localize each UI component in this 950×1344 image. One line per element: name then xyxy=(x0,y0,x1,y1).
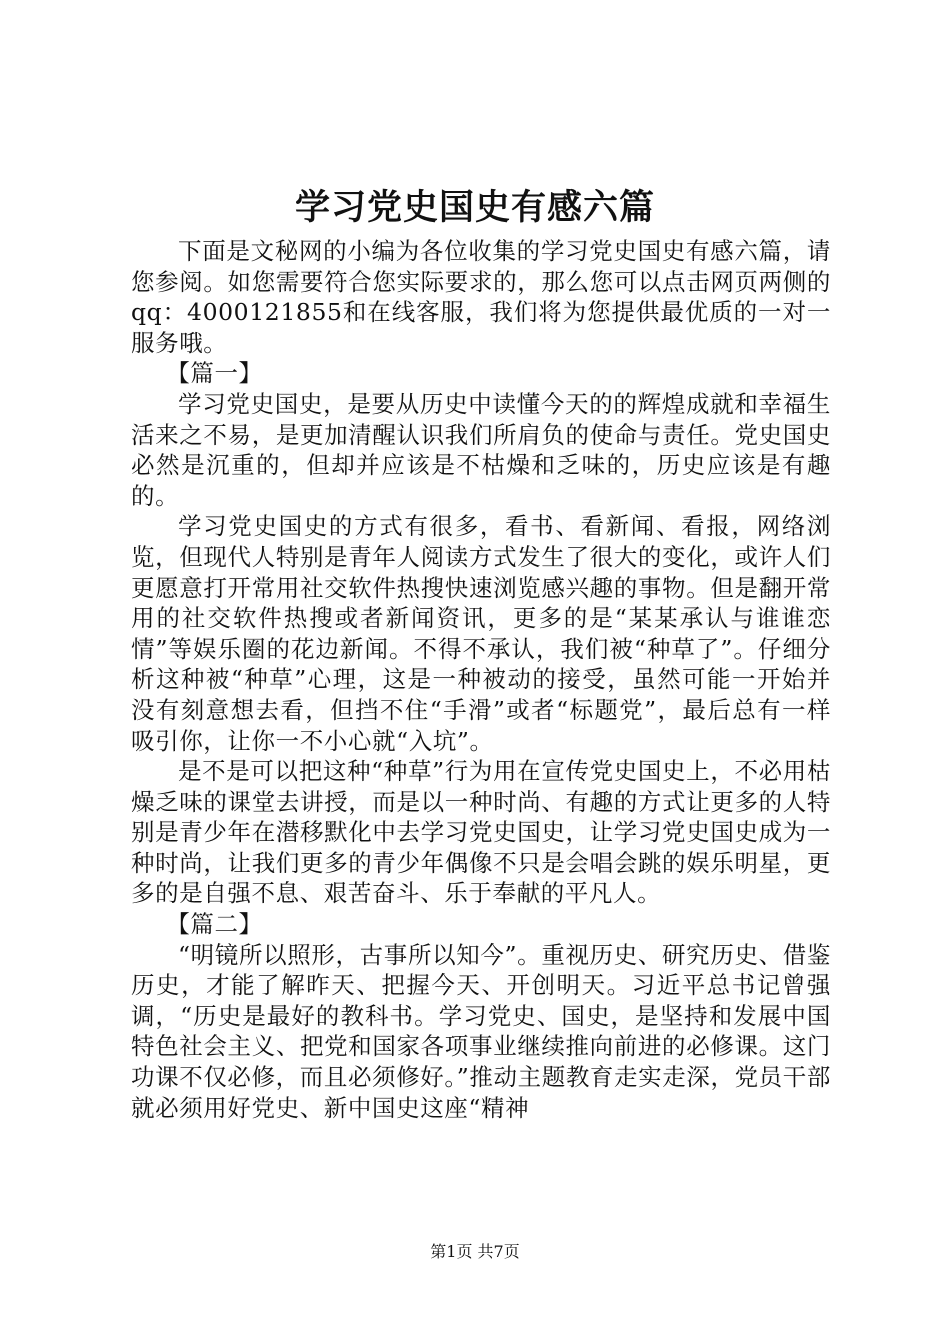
section1-paragraph-1: 学习党史国史，是要从历史中读懂今天的的辉煌成就和幸福生活来之不易，是更加清醒认识我们所肩负的使命与责任。党史国史必然是沉重的，但却并应该是不枯燥和乏味的，历史应该是有趣的。 xyxy=(131,389,831,510)
section1-paragraph-2: 学习党史国史的方式有很多，看书、看新闻、看报，网络浏览，但现代人特别是青年人阅读方式发生了很大的变化，或许人们更愿意打开常用社交软件热搜快速浏览感兴趣的事物。但是翻开常用的社交软件热搜或者新闻资讯，更多的是“某某承认与谁谁恋情”等娱乐圈的花边新闻。不得不承认，我们被“种草了”。仔细分析这种被“种草”心理，这是一种被动的接受，虽然可能一开始并没有刻意想去看，但挡不住“手滑”或者“标题党”，最后总有一样吸引你，让你一不小心就“入坑”。 xyxy=(131,512,831,755)
document-body xyxy=(131,236,831,1123)
section2-paragraph-1: “明镜所以照形，古事所以知今”。重视历史、研究历史、借鉴历史，才能了解昨天、把握今天、开创明天。习近平总书记曾强调，“历史是最好的教科书。学习党史、国史，是坚持和发展中国特色社会主义、把党和国家各项事业继续推向前进的必修课。这门功课不仅必修，而且必须修好。”推动主题教育走实走深，党员干部就必须用好党史、新中国史这座“精神 xyxy=(131,940,831,1122)
section1-paragraph-3: 是不是可以把这种“种草”行为用在宣传党史国史上，不必用枯燥乏味的课堂去讲授，而是以一种时尚、有趣的方式让更多的人特别是青少年在潜移默化中去学习党史国史，让学习党史国史成为一种时尚，让我们更多的青少年偶像不只是会唱会跳的娱乐明星，更多的是自强不息、艰苦奋斗、乐于奉献的平凡人。 xyxy=(131,757,831,908)
section-heading-1: 【篇一】 xyxy=(166,359,263,388)
page-number-footer: 第1页 共7页 xyxy=(430,1242,520,1261)
intro-paragraph: 下面是文秘网的小编为各位收集的学习党史国史有感六篇，请您参阅。如您需要符合您实际要求的，那么您可以点击网页两侧的qq：4000121855和在线客服，我们将为您提供最优质的一对一服务哦。 xyxy=(131,237,831,357)
document-title: 学习党史国史有感六篇 xyxy=(294,187,655,228)
section-heading-2: 【篇二】 xyxy=(166,910,263,939)
